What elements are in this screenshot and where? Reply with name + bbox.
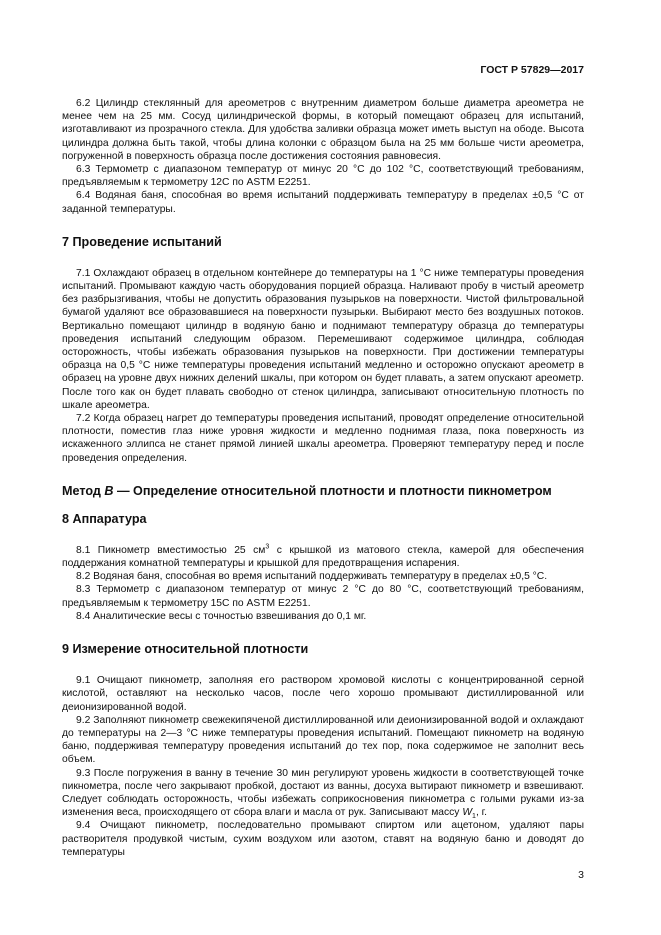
paragraph-9-4: 9.4 Очищают пикнометр, последовательно промывают спиртом или ацетоном, удаляют пары растворителя продувкой чистым, сухим воздухом или азотом, ставят на водяную баню и доводят до температуры [62, 820, 584, 858]
paragraph-8-4: 8.4 Аналитические весы с точностью взвешивания до 0,1 мг. [76, 610, 367, 622]
paragraph-7-1: 7.1 Охлаждают образец в отдельном контейнере до температуры на 1 °С ниже температуры проведения испытаний. Промывают каждую часть оборудования порцией образца. Наливают пробу в чистый ареометр без разбрызгивания, чтобы не допустить образования пузырьков на поверхности. Чистой фильтровальной бумагой удаляют все образовавшиеся на поверхности пузырьки. Выбирают место без воздушных потоков. Вертикально помещают цилиндр в водяную баню и поднимают температуру образца до температуры проведения испытаний следующим образом. Перемешивают содержимое цилиндра, соблюдая осторожность, чтобы избежать образования пузырьков на поверхности. При достижении температуры образца на 0,5 °С ниже температуры проведения испытаний медленно и осторожно опускают ареометр в образец на уровне двух нижних делений шкалы, при котором он будет плавать, а затем опускают ареометр. После того как он будет плавать свободно от стенок цилиндра, записывают относительную плотность по шкале ареометра. [62, 267, 584, 411]
paragraph-9-3 [62, 767, 584, 820]
paragraph-8-2: 8.2 Водяная баня, способная во время испытаний поддерживать температуру в пределах ±0,5 °С. [76, 571, 548, 583]
section-heading-8: 8 Аппаратура [62, 511, 147, 526]
method-b-prefix: Метод [62, 483, 105, 498]
paragraph-8-1-start: 8.1 Пикнометр вместимостью 25 см [76, 544, 266, 556]
section-heading-9: 9 Измерение относительной плотности [62, 642, 309, 657]
method-b-heading [62, 484, 584, 499]
paragraph-8-1 [62, 544, 584, 570]
method-b-title: — Определение относительной плотности и плотности пикнометром [113, 483, 552, 498]
paragraph-8-3: 8.3 Термометр с диапазоном температур от минус 2 °С до 80 °С, соответствующий требованиям, предъявляемым к термометру 15С по ASTM E2251. [62, 584, 584, 609]
cubic-superscript: 3 [265, 543, 270, 551]
paragraph-6-2: 6.2 Цилиндр стеклянный для ареометров с внутренним диаметром больше диаметра ареометра не менее чем на 25 мм. Сосуд цилиндрической формы, в который помещают образец для испытаний, изготавливают из прозрачного стекла. Для удобства заливки образца может иметь выступ на ободе. Высота цилиндра должна быть такой, чтобы длина колонки с образцом была на 25 мм больше чисти ареометра, погруженной в поверхность образца после достижения состояния равновесия. [62, 98, 584, 162]
paragraph-6-4: 6.4 Водяная баня, способная во время испытаний поддерживать температуру в пределах ±0,5 °С от заданной температуры. [62, 190, 584, 215]
section-heading-7: 7 Проведение испытаний [62, 234, 222, 249]
method-b-letter: В [104, 483, 114, 498]
page-number: 3 [578, 869, 584, 881]
paragraph-9-2: 9.2 Заполняют пикнометр свежекипяченой дистиллированной или деионизированной водой и охлаждают до температуры на 2—3 °С ниже температуры проведения испытаний. Помещают пикнометр на водяную баню, поддерживая температуру проведения испытаний до тех пор, пока содержимое не заполнит весь объем. [62, 714, 584, 766]
paragraph-9-3-end: , г. [475, 807, 488, 819]
paragraph-9-3-start: 9.3 После погружения в ванну в течение 30 мин регулируют уровень жидкости в соответствующей точке пикнометра, после чего закрывают пробкой, достают из ванны, досуха вытирают пикнометр и взвешивают. Следует соблюдать осторожность, чтобы избежать соприкосновения пикнометра с голыми руками из-за изменения веса, происходящего от сбора влаги и масла от рук. Записывают массу [62, 767, 584, 819]
mass-variable: W [462, 807, 473, 819]
paragraph-7-2: 7.2 Когда образец нагрет до температуры проведения испытаний, проводят определение относительной плотности, поместив глаз ниже уровня жидкости и медленно поднимая глаза, пока поверхность из искаженного эллипса не станет прямой линией шкалы ареометра. Проверяют температуру перед и после проведения определения. [62, 413, 584, 464]
paragraph-6-3: 6.3 Термометр с диапазоном температур от минус 20 °С до 102 °С, соответствующий требованиям, предъявляемым к термометру 12С по ASTM E2251. [62, 164, 584, 189]
document-id: ГОСТ Р 57829—2017 [480, 64, 584, 76]
page-body [62, 97, 584, 859]
paragraph-8-1-end: с крышкой из матового стекла, камерой для обеспечения поддержания комнатной температуры и крышкой для предотвращения испарения. [62, 544, 585, 570]
mass-subscript: 1 [472, 813, 476, 821]
paragraph-9-1: 9.1 Очищают пикнометр, заполняя его раствором хромовой кислоты с концентрированной серной кислотой, оставляют на несколько часов, после чего хорошо промывают дистиллированной или деионизированной водой. [62, 675, 584, 713]
